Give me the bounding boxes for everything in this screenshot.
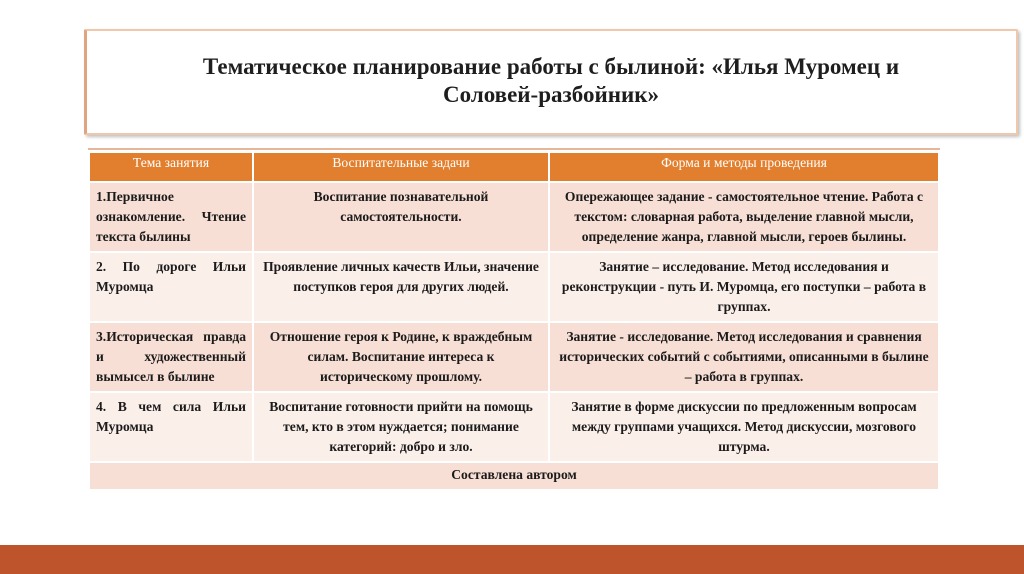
- table-row: [90, 322, 938, 392]
- table-footer-row: [90, 462, 938, 489]
- cell-tasks: Воспитание познавательной самостоятельности.: [253, 182, 549, 252]
- cell-tasks: Воспитание готовности прийти на помощь тем, кто в этом нуждается; понимание категорий: добро и зло.: [253, 392, 549, 462]
- divider: [88, 148, 940, 150]
- planning-table: [90, 153, 938, 489]
- table-header-row: [90, 153, 938, 182]
- cell-topic: 1.Первичное ознакомление. Чтение текста былины: [90, 182, 253, 252]
- column-header-tasks: Воспитательные задачи: [253, 153, 549, 182]
- cell-tasks: Отношение героя к Родине, к враждебным силам. Воспитание интереса к историческому прошлому.: [253, 322, 549, 392]
- table-row: [90, 182, 938, 252]
- column-header-topic: Тема занятия: [90, 153, 253, 182]
- slide-title-line-1: Тематическое планирование работы с былиной: «Илья Муромец и: [202, 54, 900, 79]
- cell-methods: Занятие - исследование. Метод исследования и сравнения исторических событий с событиями, описанными в былине – работа в группах.: [549, 322, 938, 392]
- cell-topic: 4. В чем сила Ильи Муромца: [90, 392, 253, 462]
- table-row: [90, 252, 938, 322]
- cell-tasks: Проявление личных качеств Ильи, значение поступков героя для других людей.: [253, 252, 549, 322]
- bottom-accent-bar: [0, 545, 1024, 574]
- cell-topic: 3.Историческая правда и художественный вымысел в былине: [90, 322, 253, 392]
- cell-methods: Занятие – исследование. Метод исследования и реконструкции - путь И. Муромца, его поступки – работа в группах.: [549, 252, 938, 322]
- slide-title: [84, 53, 1018, 109]
- cell-methods: Занятие в форме дискуссии по предложенным вопросам между группами учащихся. Метод дискуссии, мозгового штурма.: [549, 392, 938, 462]
- cell-topic: 2. По дороге Ильи Муромца: [90, 252, 253, 322]
- table-footer: Составлена автором: [90, 462, 938, 489]
- slide-title-line-2: Соловей-разбойник»: [443, 82, 659, 107]
- table-row: [90, 392, 938, 462]
- cell-methods: Опережающее задание - самостоятельное чтение. Работа с текстом: словарная работа, выделение главной мысли, определение жанра, главной мысли, героев былины.: [549, 182, 938, 252]
- column-header-methods: Форма и методы проведения: [549, 153, 938, 182]
